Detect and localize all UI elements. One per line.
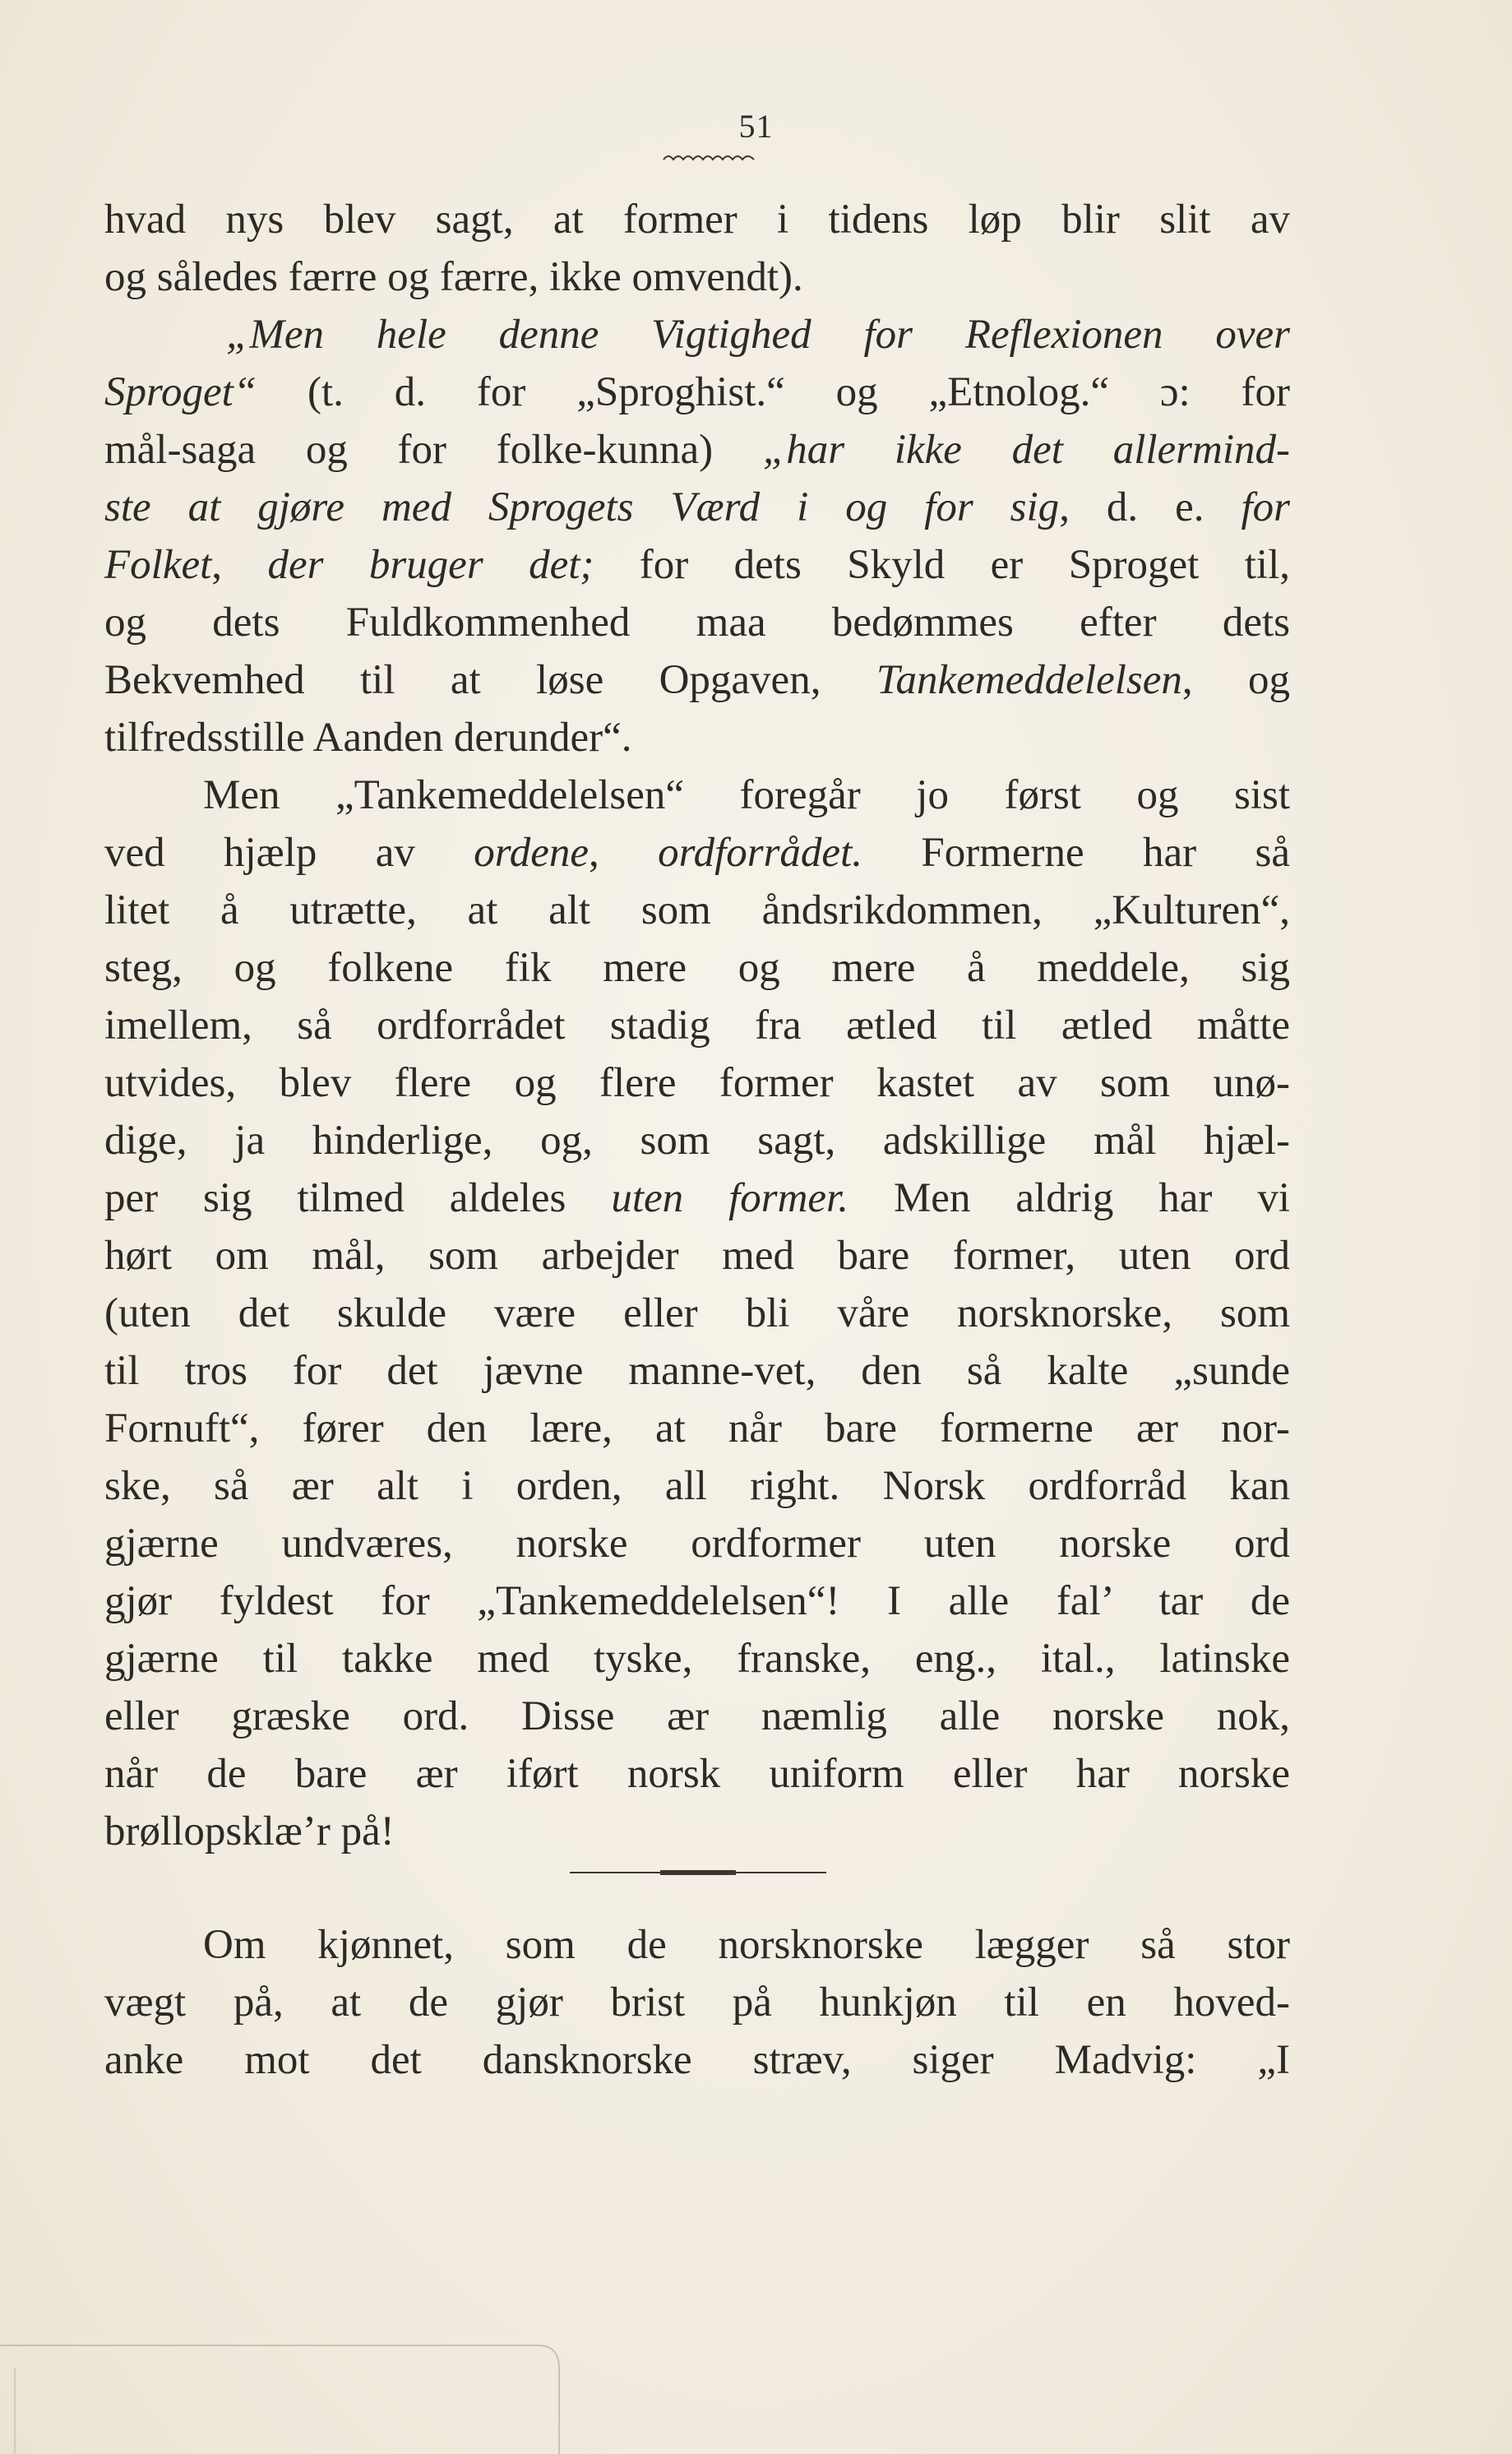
italic-quote: Folket — [104, 542, 212, 588]
text-line — [104, 651, 1290, 709]
text-line: Om kjønnet, som de norsknorske lægger så stor — [203, 1922, 1290, 1968]
text-line: brøllopsklæ’r på! — [104, 1808, 395, 1854]
text-line — [104, 536, 1290, 594]
text-line: til tros for det jævne manne-vet, den så kalte „sunde — [104, 1348, 1290, 1394]
divider-thick-line — [660, 1870, 736, 1875]
text-line: imellem, så ordforrådet stadig fra ætled til ætled måtte — [104, 1002, 1290, 1049]
italic-quote: „Men hele denne Vigtighed for Reflexionen over — [226, 312, 1290, 358]
italic-quote: „har ikke det allermind- — [762, 427, 1291, 473]
text-line: når de bare ær iført norsk uniform eller har norske — [104, 1751, 1290, 1797]
text-line: steg, og folkene fik mere og mere å meddele, sig — [104, 945, 1290, 991]
page-number-ornament — [662, 151, 756, 163]
text-run: for dets Skyld er Sproget til, — [594, 542, 1291, 588]
italic-quote: Tankemeddelelsen — [876, 657, 1182, 703]
text-line: gjærne til takke med tyske, franske, eng., ital., latinske — [104, 1636, 1290, 1682]
text-line: hvad nys blev sagt, at former i tidens løp blir slit av — [104, 197, 1290, 243]
text-line — [104, 421, 1290, 479]
text-run: , d. e. — [1059, 484, 1242, 530]
paper-fold-mark — [0, 2336, 567, 2454]
section-divider — [570, 1870, 826, 1875]
text-line — [104, 1169, 1290, 1227]
text-line: og således færre og færre, ikke omvendt). — [104, 254, 803, 300]
italic-quote: ste at gjøre med Sprogets Værd i og for sig — [104, 484, 1060, 530]
text-line: ske, så ær alt i orden, all right. Norsk ordforråd kan — [104, 1463, 1290, 1509]
text-line — [104, 363, 1290, 421]
text-run: , og — [1181, 657, 1291, 703]
text-line: Fornuft“, fører den lære, at når bare formerne ær nor- — [104, 1405, 1290, 1452]
paragraph-2 — [104, 306, 1290, 766]
text-line: litet å utrætte, at alt som åndsrikdommen, „Kulturen“, — [104, 887, 1290, 933]
text-line: og dets Fuldkommenhed maa bedømmes efter dets — [104, 600, 1290, 646]
text-line: gjærne undværes, norske ordformer uten norske ord — [104, 1521, 1290, 1567]
text-run: per sig tilmed aldeles — [104, 1175, 612, 1221]
paragraph-4 — [104, 1916, 1290, 2089]
italic-quote: for — [1241, 484, 1291, 530]
text-line — [104, 824, 1290, 882]
text-line: tilfredsstille Aanden derunder“. — [104, 715, 632, 761]
text-run: Men aldrig har vi — [848, 1175, 1291, 1221]
main-text — [104, 191, 1290, 1860]
text-line: gjør fyldest for „Tankemeddelelsen“! I alle fal’ tar de — [104, 1578, 1290, 1624]
text-line: utvides, blev flere og flere former kastet av som unø- — [104, 1060, 1290, 1106]
paragraph-1 — [104, 191, 1290, 306]
text-run: mål-saga og for folke-kunna) — [104, 427, 763, 473]
text-run: (t. d. for „Sproghist.“ og „Etnolog.“ ɔ: for — [257, 369, 1290, 415]
paragraph-3 — [104, 766, 1290, 1860]
italic-word: ordforrådet. — [658, 830, 862, 876]
text-line: hørt om mål, som arbejder med bare former, uten ord — [104, 1233, 1290, 1279]
text-line — [104, 479, 1290, 536]
italic-quote: Sproget“ — [104, 369, 257, 415]
italic-word: uten former. — [611, 1175, 849, 1221]
text-line: Men „Tankemeddelelsen“ foregår jo først og sist — [203, 772, 1290, 818]
text-run: , — [588, 830, 659, 876]
text-line: dige, ja hinderlige, og, som sagt, adskillige mål hjæl- — [104, 1118, 1290, 1164]
italic-quote: der bruger det; — [267, 542, 594, 588]
text-run: Bekvemhed til at løse Opgaven, — [104, 657, 876, 703]
text-line — [104, 306, 1290, 363]
text-line: vægt på, at de gjør brist på hunkjøn til en hoved- — [104, 1979, 1290, 2026]
text-line: eller græske ord. Disse ær næmlig alle norske nok, — [104, 1693, 1290, 1739]
text-run: Formerne har så — [862, 830, 1290, 876]
text-run: , — [211, 542, 268, 588]
text-run: ved hjælp av — [104, 830, 474, 876]
page-number: 51 — [738, 108, 774, 145]
text-line: anke mot det dansknorske stræv, siger Madvig: „I — [104, 2037, 1290, 2083]
italic-word: ordene — [474, 830, 589, 876]
section-2-text — [104, 1916, 1290, 2089]
text-line: (uten det skulde være eller bli våre norsknorske, som — [104, 1290, 1290, 1336]
